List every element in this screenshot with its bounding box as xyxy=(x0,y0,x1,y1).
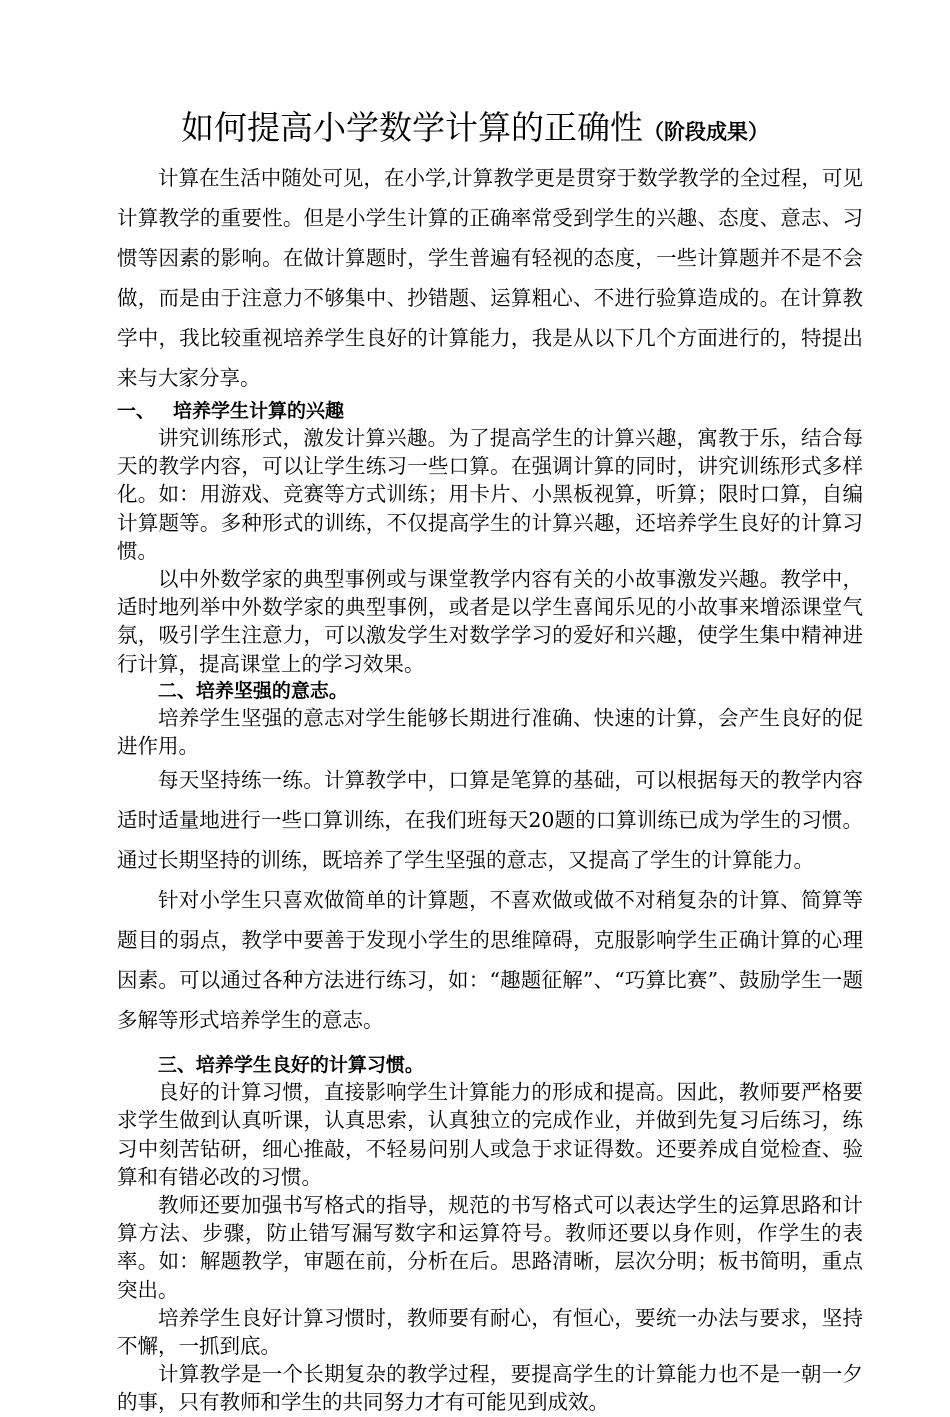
title-main: 如何提高小学数学计算的正确性 xyxy=(181,108,643,147)
section-2-paragraph-3: 针对小学生只喜欢做简单的计算题，不喜欢做或做不对稍复杂的计算、简算等题目的弱点，教学中要善于发现小学生的思维障碍，克服影响学生正确计算的心理因素。可以通过各种方法进行练习，如：“趣题征解”、“巧算比赛”、鼓励学生一题多解等形式培养学生的意志。 xyxy=(117,888,863,1033)
section-1-paragraph-1: 讲究训练形式，激发计算兴趣。为了提高学生的计算兴趣，寓教于乐，结合每天的教学内容，可以让学生练习一些口算。在强调计算的同时，讲究训练形式多样化。如：用游戏、竞赛等方式训练；用卡片、小黑板视算，听算；限时口算，自编计算题等。多种形式的训练，不仅提高学生的计算兴趣，还培养学生良好的计算习惯。 xyxy=(117,426,863,563)
section-1-number: 一、 xyxy=(117,400,156,422)
section-2-paragraph-2: 每天坚持练一练。计算教学中，口算是笔算的基础，可以根据每天的教学内容适时适量地进行一些口算训练，在我们班每天20题的口算训练已成为学生的习惯。通过长期坚持的训练，既培养了学生坚强的意志，又提高了学生的计算能力。 xyxy=(117,768,863,873)
section-3-paragraph-2: 教师还要加强书写格式的指导，规范的书写格式可以表达学生的运算思路和计算方法、步骤，防止错写漏写数字和运算符号。教师还要以身作则，作学生的表率。如：解题教学，审题在前，分析在后。思路清晰，层次分明；板书简明，重点突出。 xyxy=(117,1193,863,1302)
section-1-paragraph-2: 以中外数学家的典型事例或与课堂教学内容有关的小故事激发兴趣。教学中，适时地列举中外数学家的典型事例，或者是以学生喜闻乐见的小故事来增添课堂气氛，吸引学生注意力，可以激发学生对数学学习的爱好和兴趣，使学生集中精神进行计算，提高课堂上的学习效果。 xyxy=(117,567,863,676)
section-3-paragraph-3: 培养学生良好计算习惯时，教师要有耐心，有恒心，要统一办法与要求，坚持不懈，一抓到底。 xyxy=(117,1305,863,1359)
section-1-title: 培养学生计算的兴趣 xyxy=(173,400,345,422)
section-3-paragraph-1: 良好的计算习惯，直接影响学生计算能力的形成和提高。因此，教师要严格要求学生做到认真听课，认真思索，认真独立的完成作业，并做到先复习后练习，练习中刻苦钻研，细心推敲，不轻易问别人或急于求证得数。还要养成自觉检查、验算和有错必改的习惯。 xyxy=(117,1080,863,1189)
intro-paragraph: 计算在生活中随处可见，在小学,计算教学更是贯穿于数学教学的全过程，可见计算教学的重要性。但是小学生计算的正确率常受到学生的兴趣、态度、意志、习惯等因素的影响。在做计算题时，学生普遍有轻视的态度，一些计算题并不是不会做，而是由于注意力不够集中、抄错题、运算粗心、不进行验算造成的。在计算教学中，我比较重视培养学生良好的计算能力，我是从以下几个方面进行的，特提出来与大家分享。 xyxy=(117,166,863,390)
section-3-paragraph-4: 计算教学是一个长期复杂的教学过程，要提高学生的计算能力也不是一朝一夕的事，只有教师和学生的共同努力才有可能见到成效。 xyxy=(117,1362,863,1415)
section-3-heading: 三、培养学生良好的计算习惯。 xyxy=(157,1054,424,1077)
section-2-paragraph-1: 培养学生坚强的意志对学生能够长期进行准确、快速的计算，会产生良好的促进作用。 xyxy=(117,705,863,759)
page-title xyxy=(0,106,950,154)
title-subtitle: （阶段成果） xyxy=(643,119,769,144)
section-2-heading: 二、培养坚强的意志。 xyxy=(157,679,348,702)
document-body xyxy=(117,158,863,1417)
section-1-heading xyxy=(117,398,863,424)
